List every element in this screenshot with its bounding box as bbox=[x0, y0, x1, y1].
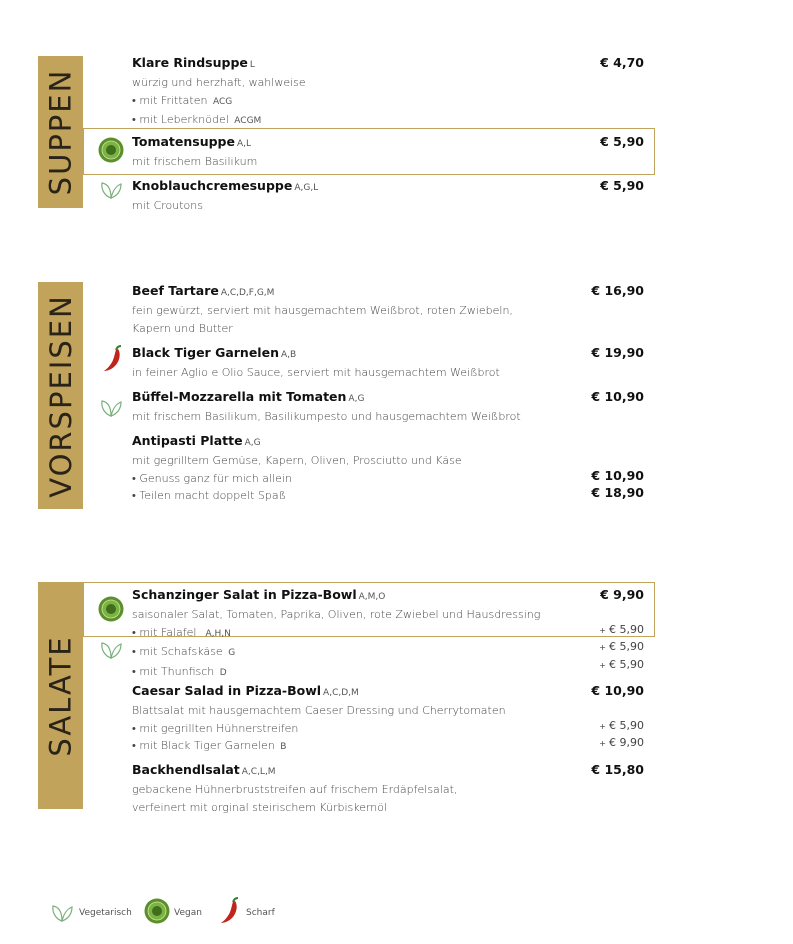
menu-item-antipasti-platte bbox=[132, 432, 644, 505]
item-allergens: A,C,D,F,G,M bbox=[220, 288, 275, 298]
item-option: • mit Schafskäse bbox=[132, 645, 223, 658]
legend-vegetarian-label: Vegetarisch bbox=[79, 908, 132, 918]
item-allergens: A,G bbox=[244, 438, 261, 448]
vegetarian-leaf-icon bbox=[99, 640, 123, 664]
item-name: Caesar Salad in Pizza-Bowl bbox=[132, 683, 322, 698]
menu-item-knoblauchcremesuppe bbox=[132, 177, 644, 215]
item-description: saisonaler Salat, Tomaten, Paprika, Oliven, rote Zwiebel und Hausdressing bbox=[132, 608, 541, 621]
item-description: gebackene Hühnerbruststreifen auf frischem Erdäpfelsalat, bbox=[132, 783, 458, 796]
section-tab-vorspeisen bbox=[38, 282, 83, 509]
item-description: Kapern und Butter bbox=[132, 321, 233, 335]
item-allergens: A,C,D,M bbox=[323, 688, 359, 698]
item-price: € 16,90 bbox=[591, 283, 644, 298]
menu-item-black-tiger-garnelen bbox=[132, 344, 644, 382]
item-name: Backhendlsalat bbox=[132, 762, 240, 777]
item-allergens: A,L bbox=[236, 139, 252, 149]
item-description: mit Croutons bbox=[132, 199, 203, 212]
chili-icon bbox=[103, 345, 125, 377]
item-name: Schanzinger Salat in Pizza-Bowl bbox=[132, 587, 357, 602]
option-price: + € 5,90 bbox=[599, 719, 644, 732]
section-tab-suppen bbox=[38, 56, 83, 208]
item-price: € 5,90 bbox=[600, 178, 644, 193]
option-allergens: A,H,N bbox=[205, 628, 231, 639]
item-name: Black Tiger Garnelen bbox=[132, 345, 279, 360]
vegan-icon bbox=[98, 596, 124, 626]
option-price: € 18,90 bbox=[591, 485, 644, 500]
item-description: mit frischem Basilikum, Basilikumpesto und hausgemachtem Weißbrot bbox=[132, 410, 521, 423]
item-name: Büffel-Mozzarella mit Tomaten bbox=[132, 389, 347, 404]
item-option: • Genuss ganz für mich allein bbox=[132, 471, 292, 485]
item-price: € 10,90 bbox=[591, 683, 644, 698]
option-allergens: B bbox=[280, 742, 287, 752]
item-allergens: A,C,L,M bbox=[241, 767, 276, 777]
item-option: • mit Frittaten bbox=[132, 93, 208, 107]
vegetarian-leaf-icon bbox=[50, 903, 74, 927]
item-allergens: A,G,L bbox=[294, 183, 319, 193]
item-name: Knoblauchcremesuppe bbox=[132, 178, 293, 193]
legend-spicy-label: Scharf bbox=[246, 908, 275, 918]
section-tab-salate bbox=[38, 582, 83, 809]
chili-icon bbox=[220, 897, 242, 929]
item-price: € 19,90 bbox=[591, 345, 644, 360]
item-description: verfeinert mit orginal steirischem Kürbiskernöl bbox=[132, 800, 388, 814]
item-allergens: A,G bbox=[348, 394, 365, 404]
menu-item-rindsuppe bbox=[132, 54, 644, 131]
vegetarian-leaf-icon bbox=[99, 180, 123, 204]
item-option: • mit Black Tiger Garnelen bbox=[132, 739, 275, 752]
item-name: Klare Rindsuppe bbox=[132, 55, 248, 70]
item-price: € 15,80 bbox=[591, 762, 644, 777]
item-description: mit frischem Basilikum bbox=[132, 155, 258, 168]
option-allergens: D bbox=[219, 667, 227, 678]
vegan-icon bbox=[98, 137, 124, 167]
menu-item-beef-tartare bbox=[132, 282, 644, 337]
section-title-suppen: SUPPEN bbox=[43, 68, 78, 196]
legend-vegan-label: Vegan bbox=[174, 908, 202, 918]
item-description: mit gegrilltem Gemüse, Kapern, Oliven, Prosciutto und Käse bbox=[132, 454, 462, 467]
item-name: Tomatensuppe bbox=[132, 134, 235, 149]
option-price: + € 5,90 bbox=[599, 658, 644, 671]
option-price: + € 9,90 bbox=[599, 736, 644, 749]
option-price: + € 5,90 bbox=[599, 640, 644, 653]
item-option: • mit Thunfisch bbox=[132, 664, 215, 678]
item-price: € 4,70 bbox=[600, 55, 644, 70]
item-allergens: A,M,O bbox=[358, 592, 386, 602]
vegetarian-leaf-icon bbox=[99, 398, 123, 422]
vegan-icon bbox=[144, 898, 170, 928]
menu-item-backhendlsalat bbox=[132, 761, 644, 816]
item-allergens: L bbox=[249, 60, 255, 70]
item-price: € 9,90 bbox=[600, 587, 644, 602]
item-allergens: A,B bbox=[280, 350, 297, 360]
item-description: in feiner Aglio e Olio Sauce, serviert mit hausgemachtem Weißbrot bbox=[132, 366, 500, 379]
item-name: Antipasti Platte bbox=[132, 433, 243, 448]
item-price: € 5,90 bbox=[600, 134, 644, 149]
menu-item-caesar-salad bbox=[132, 682, 644, 757]
menu-item-schanzinger-salat bbox=[132, 586, 644, 682]
item-option: • mit Leberknödel bbox=[132, 113, 229, 126]
menu-item-bueffel-mozzarella bbox=[132, 388, 644, 426]
option-price: € 10,90 bbox=[591, 468, 644, 483]
item-description: Blattsalat mit hausgemachtem Caeser Dressing und Cherrytomaten bbox=[132, 704, 506, 717]
item-description: fein gewürzt, serviert mit hausgemachtem Weißbrot, roten Zwiebeln, bbox=[132, 304, 513, 317]
item-name: Beef Tartare bbox=[132, 283, 219, 298]
option-allergens: ACGM bbox=[234, 116, 262, 126]
item-option: • mit Falafel bbox=[132, 625, 197, 639]
item-option: • mit gegrillten Hühnerstreifen bbox=[132, 721, 299, 735]
item-option: • Teilen macht doppelt Spaß bbox=[132, 489, 287, 502]
item-price: € 10,90 bbox=[591, 389, 644, 404]
menu-item-tomatensuppe bbox=[132, 133, 644, 171]
option-price: + € 5,90 bbox=[599, 623, 644, 636]
option-allergens: G bbox=[228, 648, 236, 658]
option-allergens: ACG bbox=[212, 96, 233, 107]
section-title-salate: SALATE bbox=[43, 634, 78, 757]
section-title-vorspeisen: VORSPEISEN bbox=[43, 293, 78, 498]
item-description: würzig und herzhaft, wahlweise bbox=[132, 76, 306, 89]
